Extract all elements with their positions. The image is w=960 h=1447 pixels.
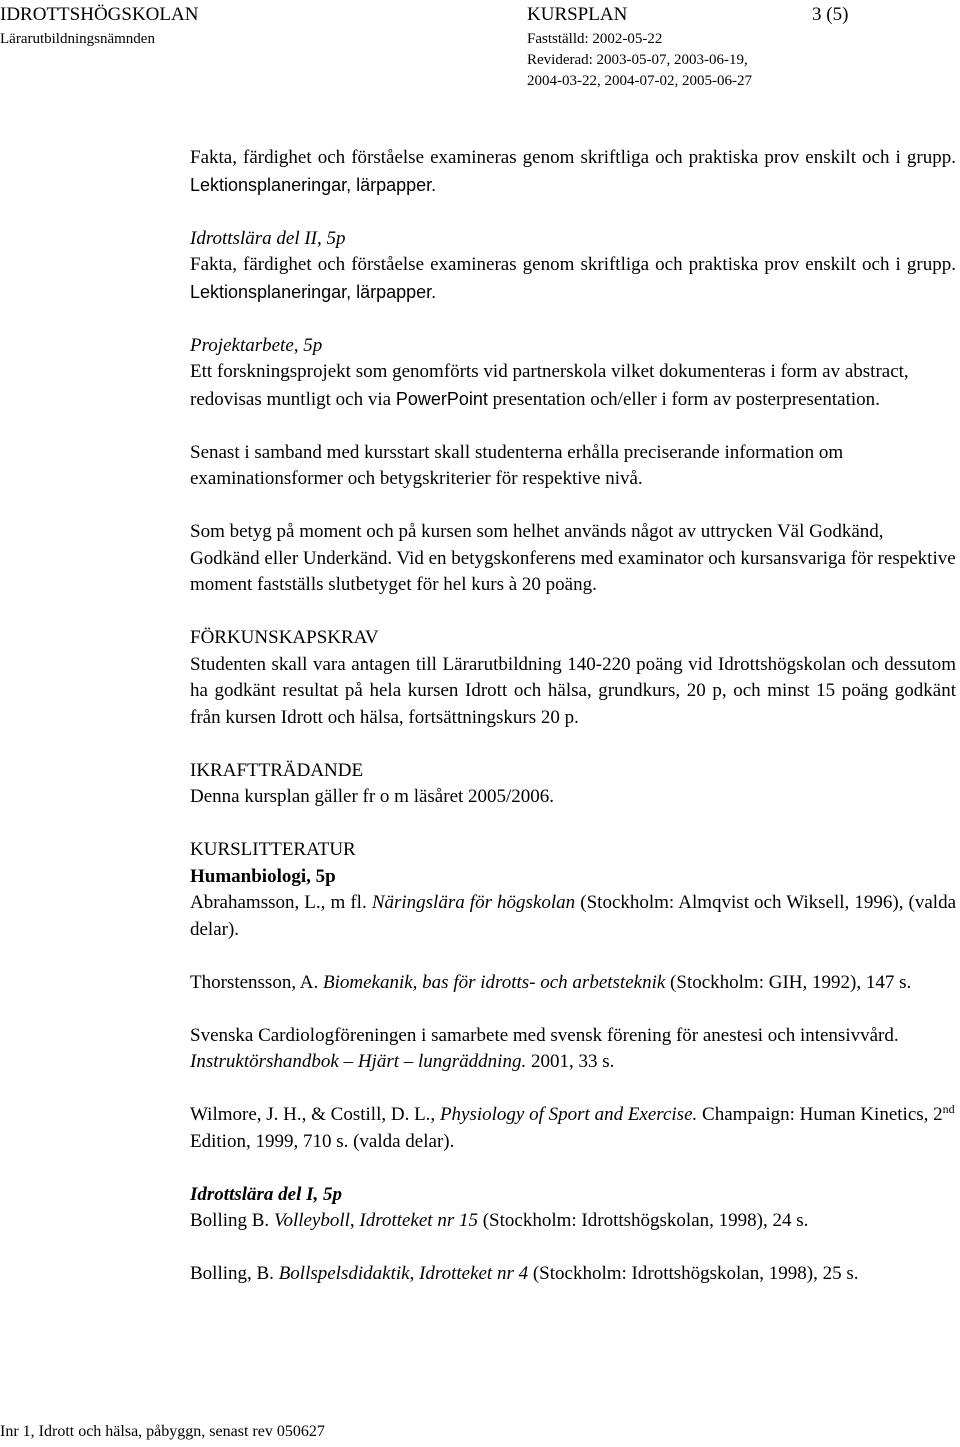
header-page-number: 3 (5) [812, 4, 849, 25]
idrottslara-2-title: Idrottslära del II, 5p [190, 227, 346, 249]
header-established: Fastställd: 2002-05-22 [527, 31, 663, 47]
header-revised-line-2: 2004-03-22, 2004-07-02, 2005-06-27 [527, 73, 752, 89]
effective-text: Denna kursplan gäller fr o m läsåret 2005/2006. [190, 786, 555, 807]
reference-wilmore: Wilmore, J. H., & Costill, D. L., Physiology of Sport and Exercise. Champaign: Human Kinetics, 2nd Edition, 1999, 710 s. (valda delar). [190, 1102, 955, 1152]
reference-abrahamsson: Abrahamsson, L., m fl. Näringslära för högskolan (Stockholm: Almqvist och Wiksell, 1996), (valda delar). [190, 892, 957, 940]
effective-section [190, 758, 956, 811]
senast-paragraph: Senast i samband med kursstart skall studenterna erhålla preciserande information om examinationsformer och betygskriterier för respektive nivå. [190, 441, 844, 489]
project-title: Projektarbete, 5p [190, 334, 323, 356]
prereq-heading: FÖRKUNSKAPSKRAV [190, 627, 379, 648]
page-footer: Inr 1, Idrott och hälsa, påbyggn, senast rev 050627 [0, 1423, 325, 1440]
header-revised-line-1: Reviderad: 2003-05-07, 2003-06-19, [527, 52, 748, 68]
reference-bolling-volleyboll: Bolling B. Volleyboll, Idrotteket nr 15 (Stockholm: Idrottshögskolan, 1998), 24 s. [190, 1210, 809, 1231]
literature-sub-idrottslara-1: Idrottslära del I, 5p [190, 1183, 343, 1205]
header-doc-type: KURSPLAN [527, 4, 628, 25]
project-paragraph: Projektarbete, 5p Ett forskningsprojekt som genomförts vid partnerskola vilket dokumenteras i form av abstract, redovisas muntligt och via PowerPoint presentation och/eller i form av posterpresentation. [190, 333, 956, 414]
effective-heading: IKRAFTTRÄDANDE [190, 759, 364, 781]
header-school: IDROTTSHÖGSKOLAN [0, 4, 199, 25]
reference-cardiolog: Svenska Cardiologföreningen i samarbete med svensk förening för anestesi och intensivvård. Instruktörshandbok – Hjärt – lungräddning. 2001, 33 s. [190, 1024, 899, 1072]
prereq-section [190, 625, 956, 731]
literature-sub-humanbiologi: Humanbiologi, 5p [190, 865, 336, 887]
header-board: Lärarutbildningsnämnden [0, 31, 155, 47]
document-body [190, 145, 956, 1314]
literature-heading: KURSLITTERATUR [190, 839, 356, 860]
exam-intro-paragraph: Fakta, färdighet och förståelse examineras genom skriftliga och praktiska prov enskilt och i grupp. Lektionsplaneringar, lärpapper. [190, 147, 956, 195]
reference-thorstensson: Thorstensson, A. Biomekanik, bas för idrotts- och arbetsteknik (Stockholm: GIH, 1992), 147 s. [190, 971, 912, 993]
reference-bolling-bollspelsdidaktik: Bolling, B. Bollspelsdidaktik, Idrotteket nr 4 (Stockholm: Idrottshögskolan, 1998), 25 s. [190, 1263, 859, 1284]
betyg-paragraph: Som betyg på moment och på kursen som helhet används något av uttrycken Väl Godkänd, Godkänd eller Underkänd. Vid en betygskonferens med examinator och kursansvariga för respektive moment fastställs slutbetyget för hel kurs à 20 poäng. [190, 521, 956, 595]
prereq-text: Studenten skall vara antagen till Lärarutbildning 140-220 poäng vid Idrottshögskolan och dessutom ha godkänt resultat på hela kursen Idrott och hälsa, grundkurs, 20 p, och minst 15 poäng godkänt från kursen Idrott och hälsa, fortsättningskurs 20 p. [190, 653, 956, 728]
idrottslara-2-paragraph: Idrottslära del II, 5p Fakta, färdighet och förståelse examineras genom skriftliga och praktiska prov enskilt och i grupp. Lektionsplaneringar, lärpapper. [190, 227, 956, 302]
